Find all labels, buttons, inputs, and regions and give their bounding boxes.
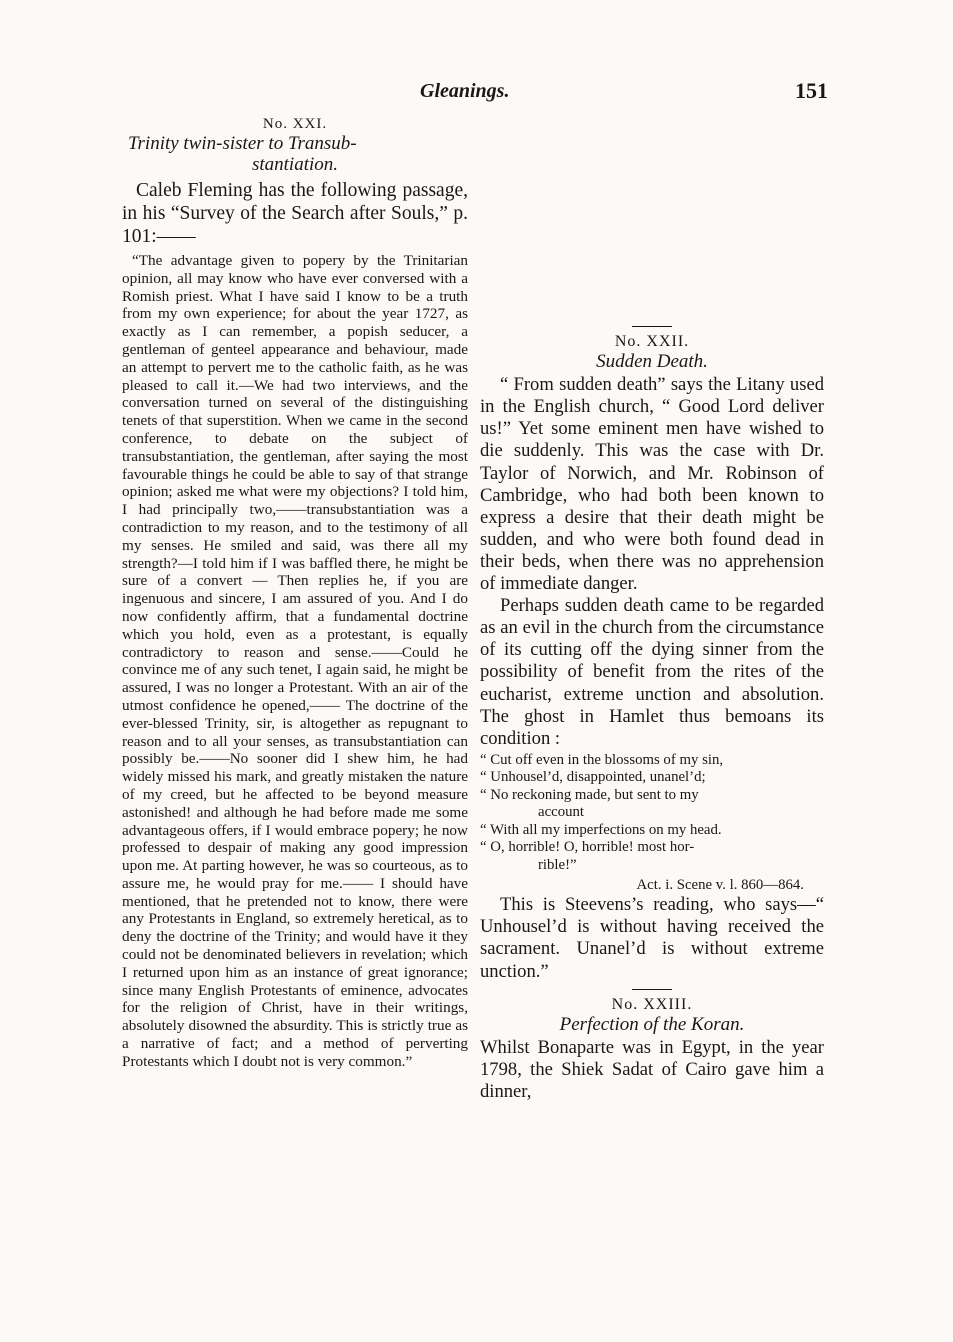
verse-line: “ No reckoning made, but sent to my [480,786,699,803]
article-23-title: Perfection of the Koran. [559,1013,745,1035]
article-21-title-line1: Trinity twin-sister to Transub- [128,133,357,154]
hamlet-verse [480,752,824,875]
article-21-intro: Caleb Fleming has the following passage, in his “Survey of the Search after Souls,” p. 101:—— [122,180,468,247]
article-22-para3: This is Steevens’s reading, who says—“ Unhousel’d is without having received the sacrament. Unanel’d is without extreme unction.” [480,894,824,982]
left-column [122,116,468,1071]
running-title: Gleanings. [420,80,510,102]
verse-line: “ Cut off even in the blossoms of my sin, [480,751,724,768]
article-22-number: No. XXII. [614,333,690,351]
article-22-title: Sudden Death. [596,351,708,373]
verse-line: account [538,804,585,821]
verse-line: “ O, horrible! O, horrible! most hor- [480,839,695,856]
verse-line: “ Unhousel’d, disappointed, unanel’d; [480,769,706,786]
article-21-title-line2: stantiation. [251,154,339,175]
article-23-para1: Whilst Bonaparte was in Egypt, in the year 1798, the Shiek Sadat of Cairo gave him a dinner, [480,1036,824,1103]
article-21-number: No. XXI. [262,116,328,132]
section-rule [632,326,672,327]
article-22-para1: “ From sudden death” says the Litany used in the English church, “ Good Lord deliver us!” Yet some eminent men have wished to die suddenly. This was the case with Dr. Taylor of Norwich, and Mr. Robinson of Cambridge, who had both been known to express a desire that their death might be sudden, and who were both found dead in their beds, when there was no apprehension of immediate danger. [480,374,824,595]
article-23-number: No. XXIII. [611,995,693,1013]
hamlet-citation: Act. i. Scene v. l. 860—864. [636,877,804,894]
page-number: 151 [795,78,828,103]
running-head [120,78,828,108]
verse-line: “ With all my imperfections on my head. [480,821,722,838]
verse-line: rible!” [538,856,577,873]
right-column-content [480,326,824,1103]
article-22-para2: Perhaps sudden death came to be regarded as an evil in the church from the circumstance of its cutting off the dying sinner from the possibility of benefit from the rites of the eucharist, extreme unction and absolution. The ghost in Hamlet thus bemoans its condition : [480,595,824,749]
article-21-quote: “The advantage given to popery by the Trinitarian opinion, all may know who have ever conversed with a Romish priest. What I have said I know to be a truth from my own experience; for about the year 1727, as exactly as I can remember, a popish seducer, a gentleman of genteel appearance and behaviour, made an attempt to pervert me to the catholic faith, as he was pleased to call it.—We had two interviews, and the conversation turned on several of the distinguishing tenets of that superstition. When we came in the second conference, to debate on the subject of transubstantiation, the gentleman, after saying the most favourable things he could be able to say of that strange opinion; asked me what were my objections? I told him, I had principally two,——transubstantiation was a contradiction to my reason, and to the testimony of all my senses. He smiled and said, was there all my strength?—I told him if I was baffled there, he might be sure of a convert — Then replies he, if you are ingenuous and sincere, I am assured of you. And I do now confidently affirm, that a fundamental doctrine which you hold, even as a protestant, is equally contradictory to reason and sense.——Could he convince me of any such tenet, I again said, he might be assured, I was no longer a Protestant. With an air of the utmost confidence he opened,—— The doctrine of the ever-blessed Trinity, sir, is altogether as repugnant to reason and to all your senses, as transubstantiation can possibly be.——No sooner did I shew him, he had widely missed his mark, and greatly mistaken the nature of my creed, but he affected to be beyond measure astonished! and although he had before made me some advantageous offers, if I would embrace popery; he now professed to despair of making any good impression upon me. At parting however, he was so courteous, as to assure me, he would pray for me.—— I should have mentioned, that he pretended not to know, there were any Protestants in England, so extremely heretical, as to deny the doctrine of the Trinity; and would have it they could not be denominated believers in revelation; which I returned upon him as an instance of great ignorance; since many English Protestants of eminence, advocates for the religion of Christ, have in their writings, absolutely disowned the absurdity. This is strictly true as a narrative of fact; and a method of perverting Protestants which I doubt not is very common.” [122,252,468,1070]
section-rule [632,989,672,990]
